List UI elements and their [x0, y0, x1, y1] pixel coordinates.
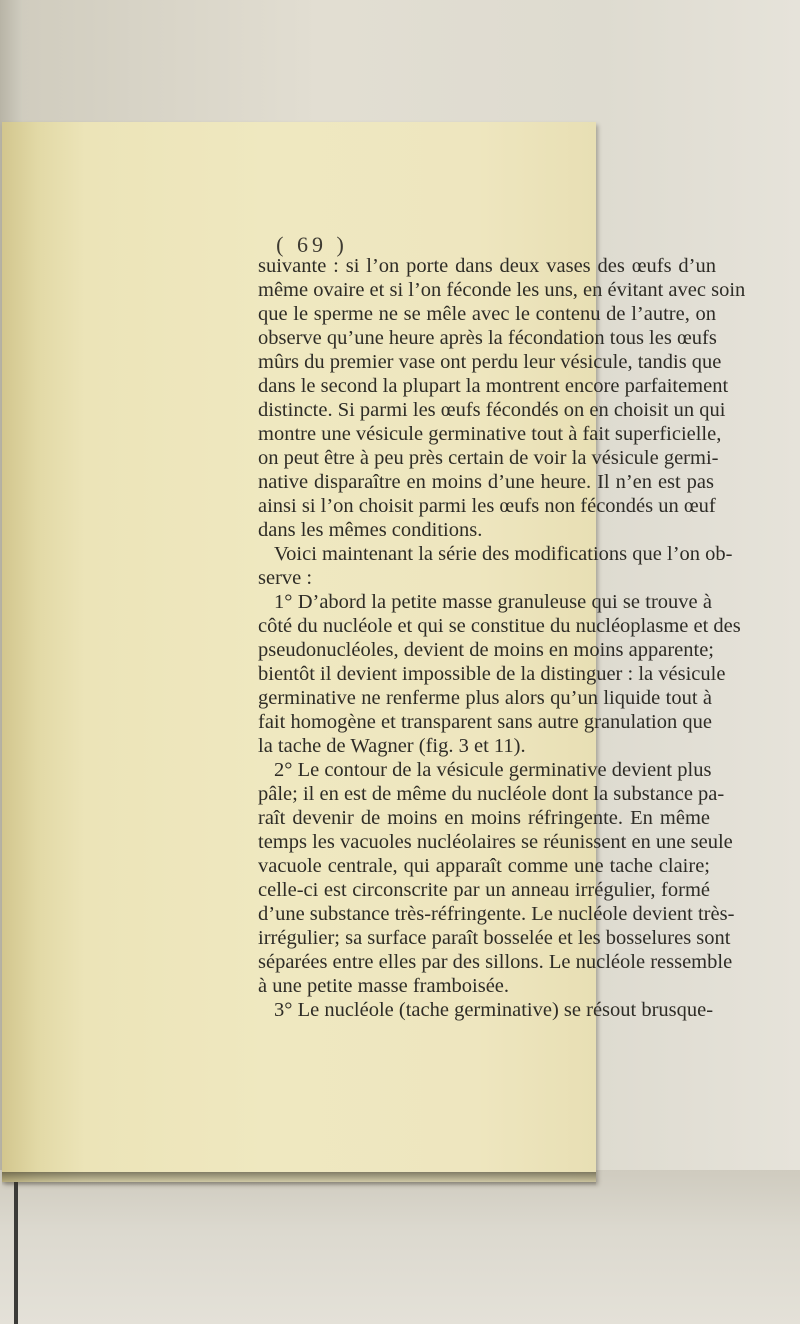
- text-line: irrégulier; sa surface paraît bosselée et les bosselures sont: [258, 927, 731, 949]
- text-line: même ovaire et si l’on féconde les uns, en évitant avec soin: [258, 279, 746, 301]
- text-line: on peut être à peu près certain de voir la vésicule germi-: [258, 447, 719, 469]
- text-line: séparées entre elles par des sillons. Le nucléole ressemble: [258, 951, 733, 973]
- text-line: germinative ne renferme plus alors qu’un liquide tout à: [258, 687, 712, 709]
- page-number: ( 69 ): [276, 232, 348, 257]
- text-line: que le sperme ne se mêle avec le contenu de l’autre, on: [258, 303, 716, 325]
- text-line: observe qu’une heure après la fécondation tous les œufs: [258, 327, 717, 349]
- text-line: Voici maintenant la série des modifications que l’on ob-: [274, 543, 733, 565]
- text-line: vacuole centrale, qui apparaît comme une tache claire;: [258, 855, 710, 877]
- text-line: mûrs du premier vase ont perdu leur vésicule, tandis que: [258, 351, 722, 373]
- text-line: la tache de Wagner (fig. 3 et 11).: [258, 735, 526, 757]
- text-line: ainsi si l’on choisit parmi les œufs non fécondés un œuf: [258, 495, 716, 517]
- text-line: temps les vacuoles nucléolaires se réunissent en une seule: [258, 831, 733, 853]
- cover-edge: [14, 1180, 18, 1324]
- text-line: 3° Le nucléole (tache germinative) se résout brusque-: [274, 999, 714, 1021]
- text-line: fait homogène et transparent sans autre granulation que: [258, 711, 712, 733]
- text-line: pseudonucléoles, devient de moins en moins apparente;: [258, 639, 715, 661]
- text-line: pâle; il en est de même du nucléole dont la substance pa-: [258, 783, 725, 805]
- text-line: celle-ci est circonscrite par un anneau irrégulier, formé: [258, 879, 710, 901]
- text-line: dans les mêmes conditions.: [258, 519, 483, 541]
- text-line: bientôt il devient impossible de la distinguer : la vésicule: [258, 663, 726, 685]
- text-line: distincte. Si parmi les œufs fécondés on en choisit un qui: [258, 399, 726, 421]
- text-line: serve :: [258, 567, 313, 589]
- text-line: 1° D’abord la petite masse granuleuse qui se trouve à: [274, 591, 712, 613]
- text-line: d’une substance très-réfringente. Le nucléole devient très-: [258, 903, 735, 925]
- text-line: dans le second la plupart la montrent encore parfaitement: [258, 375, 729, 397]
- text-line: native disparaître en moins d’une heure. Il n’en est pas: [258, 471, 714, 493]
- page-edge-shadow: [2, 1172, 596, 1186]
- text-line: côté du nucléole et qui se constitue du nucléoplasme et des: [258, 615, 741, 637]
- text-line: à une petite masse framboisée.: [258, 975, 510, 997]
- text-line: raît devenir de moins en moins réfringente. En même: [258, 807, 710, 829]
- cover-board: [0, 1170, 800, 1324]
- text-line: suivante : si l’on porte dans deux vases des œufs d’un: [258, 255, 716, 277]
- text-line: montre une vésicule germinative tout à fait superficielle,: [258, 423, 722, 445]
- text-line: 2° Le contour de la vésicule germinative devient plus: [274, 759, 712, 781]
